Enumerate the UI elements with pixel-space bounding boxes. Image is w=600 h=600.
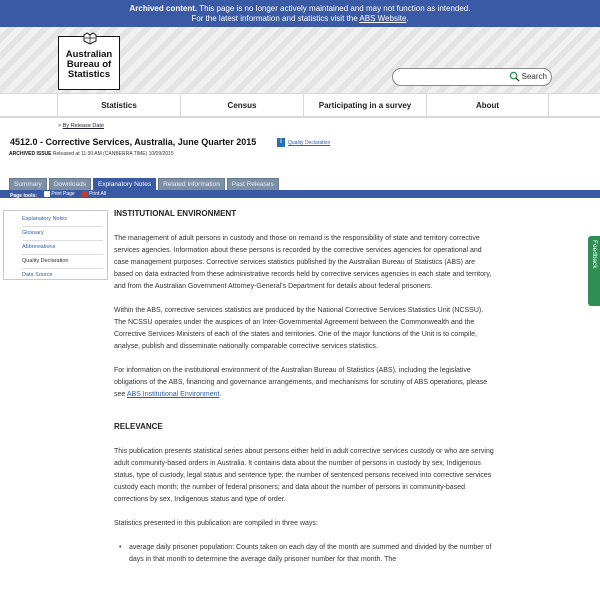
page-title: 4512.0 - Corrective Services, Australia, June Quarter 2015 bbox=[10, 137, 257, 147]
breadcrumb bbox=[58, 123, 104, 129]
quality-declaration-link[interactable]: Quality Declaration bbox=[288, 140, 331, 146]
paragraph-2: Within the ABS, corrective services statistics are produced by the National Corrective Services Statistics Unit (NCSSU). The NCSSU operates under the auspices of an Inter-Governmental Agreement between the Commonwealth and the Corrective Services Ministers of each of the states and territories. One of the major functions of the Unit is to compile, analyse, publish and disseminate nationally comparable corrective services statistics. bbox=[114, 307, 484, 350]
bullet-list bbox=[114, 542, 494, 566]
abs-logo[interactable] bbox=[58, 36, 120, 90]
breadcrumb-by-release-date[interactable]: By Release Date bbox=[62, 123, 105, 129]
print-page-label: Print Page bbox=[51, 191, 75, 197]
logo-line-2: Bureau of bbox=[66, 59, 112, 70]
archived-issue-label: ARCHIVED ISSUE bbox=[9, 151, 52, 157]
tab-downloads[interactable]: Downloads bbox=[49, 178, 91, 190]
tab-summary[interactable]: Summary bbox=[9, 178, 47, 190]
search-button-label: Search bbox=[521, 72, 547, 81]
nav-census[interactable]: Census bbox=[180, 94, 303, 117]
nav-statistics[interactable]: Statistics bbox=[57, 94, 180, 117]
heading-relevance: RELEVANCE bbox=[114, 422, 163, 431]
heading-institutional-environment: INSTITUTIONAL ENVIRONMENT bbox=[114, 209, 237, 218]
page-tools-label: Page tools: bbox=[10, 193, 37, 199]
paragraph-3-suffix: . bbox=[219, 391, 222, 398]
print-all-button[interactable] bbox=[82, 190, 106, 198]
logo-line-1: Australian bbox=[65, 49, 113, 60]
abs-institutional-environment-link[interactable]: ABS Institutional Environment bbox=[126, 391, 220, 398]
tab-related-information[interactable]: Related Information bbox=[158, 178, 225, 190]
tab-past-releases[interactable]: Past Releases bbox=[227, 178, 279, 190]
paragraph-4: This publication presents statistical series about persons either held in adult corrective services custody or who are serving adult community-based orders in Australia. It contains data about the number of persons in custody by sex, Indigenous status, type of custody, legal status and sentence type; the number of sentenced persons received into corrective services custody each month; the number of federal prisoners; and data about the number of persons in community-based corrections by sex, Indigenous status and type of order. bbox=[114, 448, 494, 503]
logo-line-3: Statistics bbox=[67, 69, 111, 80]
sidebar-item-explanatory-notes[interactable]: Explanatory Notes bbox=[22, 213, 103, 227]
archive-banner-prefix: For the latest information and statistics visit the bbox=[191, 14, 360, 23]
nav-participating[interactable]: Participating in a survey bbox=[303, 94, 426, 117]
archive-banner-line2 bbox=[0, 14, 600, 24]
pdf-icon bbox=[82, 191, 88, 197]
feedback-label: Feedback bbox=[591, 240, 598, 269]
search-input[interactable] bbox=[392, 68, 552, 86]
page-tools-bar bbox=[0, 190, 600, 198]
masthead bbox=[0, 27, 600, 93]
archive-banner-suffix: . bbox=[406, 14, 409, 23]
sidebar-item-glossary[interactable]: Glossary bbox=[22, 227, 103, 241]
search-icon bbox=[509, 71, 520, 82]
nav-about[interactable]: About bbox=[426, 94, 549, 117]
coat-of-arms-icon bbox=[81, 31, 99, 45]
paragraph-1: The management of adult persons in custody and those on remand is the responsibility of state and territory corrective services agencies. Information about these persons is recorded by the corrective services agencies for operational and case management purposes. Corrective services statistics published by the Australian Bureau of Statistics (ABS) are based on data extracted from these administrative records held by corrective services agencies in each state and territory, and from the Australian Government Attorney-General's Department for details about federal prisoners. bbox=[114, 235, 492, 290]
archive-banner-line1 bbox=[0, 4, 600, 14]
paragraph-3-text: For information on the institutional environment of the Australian Bureau of Statistics (ABS), including the legislative obligations of the ABS, financing and governance arrangements, and mechanisms for scrutiny of ABS operations, please see bbox=[114, 367, 488, 398]
main-nav bbox=[0, 93, 600, 118]
paragraph-3 bbox=[114, 365, 494, 401]
sidebar-item-quality-declaration: Quality Declaration bbox=[22, 255, 103, 269]
sidebar-item-abbreviations[interactable]: Abbreviations bbox=[22, 241, 103, 255]
breadcrumb-separator: > bbox=[58, 123, 63, 129]
info-icon[interactable]: i bbox=[277, 138, 285, 147]
archived-issue-text: Released at 11:30 AM (CANBERRA TIME) 10/09/2015 bbox=[51, 151, 174, 157]
print-all-label: Print All bbox=[89, 191, 107, 197]
sidebar bbox=[3, 210, 108, 280]
list-item: • average daily prisoner population: Counts taken on each day of the month are summed and divided by the number of days in that month to determine the average daily prisoner number for that month. The bbox=[129, 542, 494, 566]
feedback-tab[interactable] bbox=[588, 236, 600, 306]
print-icon bbox=[44, 191, 50, 197]
paragraph-5: Statistics presented in this publication are compiled in three ways: bbox=[114, 520, 318, 527]
archive-banner-bold: Archived content. bbox=[129, 4, 198, 13]
sidebar-item-data-source[interactable]: Data Source bbox=[22, 272, 53, 278]
main-content bbox=[114, 208, 494, 566]
tab-bar bbox=[9, 178, 279, 190]
abs-website-link[interactable]: ABS Website bbox=[359, 14, 407, 23]
print-page-button[interactable] bbox=[44, 190, 74, 198]
tab-explanatory-notes[interactable]: Explanatory Notes bbox=[93, 178, 156, 190]
search-button[interactable] bbox=[509, 71, 547, 82]
archive-banner bbox=[0, 0, 600, 27]
archive-banner-text: This page is no longer actively maintained and may not function as intended. bbox=[197, 4, 471, 13]
archived-issue bbox=[9, 151, 174, 157]
